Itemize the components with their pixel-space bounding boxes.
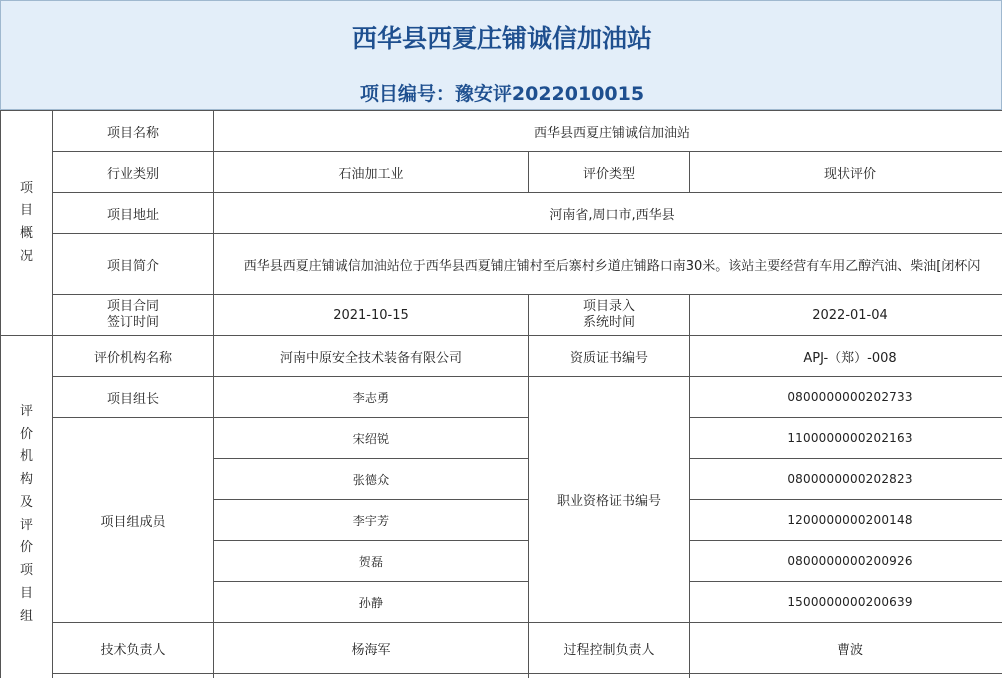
tech-lead-value: 杨海军 (214, 623, 529, 674)
entry-time-label: 项目录入 系统时间 (529, 295, 690, 336)
industry-label: 行业类别 (53, 152, 214, 193)
process-lead-label: 过程控制负责人 (529, 623, 690, 674)
project-name-label: 项目名称 (53, 111, 214, 152)
table-row (1, 234, 1002, 295)
eval-type-value: 现状评价 (690, 152, 1002, 193)
intro-label: 项目简介 (53, 234, 214, 295)
org-label: 评价机构名称 (53, 336, 214, 377)
entry-time-value: 2022-01-04 (690, 295, 1002, 336)
project-name-value: 西华县西夏庄铺诚信加油站 (214, 111, 1002, 152)
table-row (1, 623, 1002, 674)
section-label-overview: 项 目 概 况 (1, 111, 53, 336)
cert-value: APJ-（郑）-008 (690, 336, 1002, 377)
cert-label: 资质证书编号 (529, 336, 690, 377)
tech-lead-label: 技术负责人 (53, 623, 214, 674)
table-row (1, 193, 1002, 234)
page-header (0, 0, 1002, 110)
leader-label: 项目组长 (53, 377, 214, 418)
cert-number: 0800000000200926 (690, 541, 1002, 582)
member-name: 张德众 (214, 459, 529, 500)
org-value: 河南中原安全技术装备有限公司 (214, 336, 529, 377)
table-row (1, 111, 1002, 152)
industry-value: 石油加工业 (214, 152, 529, 193)
intro-value: 西华县西夏庄铺诚信加油站位于西华县西夏铺庄铺村至后寨村乡道庄铺路口南30米。该站主要经营有车用乙醇汽油、柴油[闭杯闪 (214, 234, 1002, 295)
process-lead-value: 曹波 (690, 623, 1002, 674)
table-row (1, 674, 1002, 678)
member-name: 李宇芳 (214, 500, 529, 541)
section-label-team: 评 价 机 构 及 评 价 项 目 组 (1, 336, 53, 678)
table-row (1, 295, 1002, 336)
cert-number: 0800000000202733 (690, 377, 1002, 418)
cert-number: 1500000000200639 (690, 582, 1002, 623)
project-number: 项目编号：豫安评2022010015 (359, 83, 645, 105)
project-info-table (0, 110, 1002, 678)
contract-time-label: 项目合同 签订时间 (53, 295, 214, 336)
contract-time-value: 2021-10-15 (214, 295, 529, 336)
qual-cert-label: 职业资格证书编号 (529, 377, 690, 623)
cert-number: 1100000000202163 (690, 418, 1002, 459)
table-row (1, 336, 1002, 377)
eval-type-label: 评价类型 (529, 152, 690, 193)
page-title: 西华县西夏庄铺诚信加油站 (351, 24, 652, 53)
table-row (1, 377, 1002, 418)
table-row (1, 152, 1002, 193)
member-name: 宋绍锐 (214, 418, 529, 459)
table-row (1, 418, 1002, 459)
members-label: 项目组成员 (53, 418, 214, 623)
cert-number: 0800000000202823 (690, 459, 1002, 500)
member-name: 孙静 (214, 582, 529, 623)
address-value: 河南省,周口市,西华县 (214, 193, 1002, 234)
address-label: 项目地址 (53, 193, 214, 234)
leader-name: 李志勇 (214, 377, 529, 418)
cert-number: 1200000000200148 (690, 500, 1002, 541)
member-name: 贺磊 (214, 541, 529, 582)
